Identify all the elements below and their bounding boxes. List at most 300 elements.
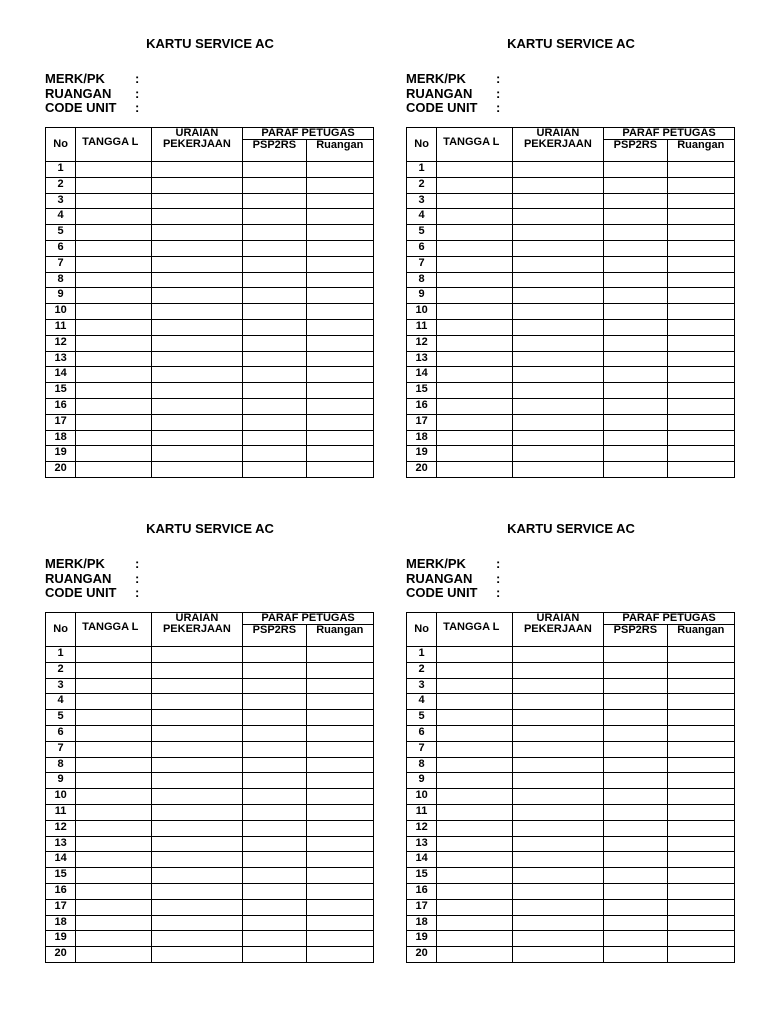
- cell-tanggal[interactable]: [437, 162, 512, 178]
- cell-tanggal[interactable]: [437, 789, 512, 805]
- cell-ruangan[interactable]: [306, 820, 373, 836]
- cell-uraian-pekerjaan[interactable]: [151, 820, 243, 836]
- cell-ruangan[interactable]: [306, 852, 373, 868]
- cell-psp2rs[interactable]: [604, 852, 667, 868]
- cell-tanggal[interactable]: [76, 773, 151, 789]
- cell-ruangan[interactable]: [667, 414, 734, 430]
- cell-psp2rs[interactable]: [243, 319, 306, 335]
- cell-tanggal[interactable]: [437, 367, 512, 383]
- cell-tanggal[interactable]: [76, 931, 151, 947]
- cell-psp2rs[interactable]: [243, 804, 306, 820]
- cell-ruangan[interactable]: [306, 710, 373, 726]
- cell-tanggal[interactable]: [437, 804, 512, 820]
- cell-psp2rs[interactable]: [243, 883, 306, 899]
- cell-tanggal[interactable]: [437, 304, 512, 320]
- cell-tanggal[interactable]: [76, 430, 151, 446]
- cell-tanggal[interactable]: [437, 288, 512, 304]
- cell-tanggal[interactable]: [437, 383, 512, 399]
- cell-psp2rs[interactable]: [243, 162, 306, 178]
- cell-uraian-pekerjaan[interactable]: [151, 288, 243, 304]
- cell-tanggal[interactable]: [437, 414, 512, 430]
- cell-uraian-pekerjaan[interactable]: [512, 931, 604, 947]
- cell-psp2rs[interactable]: [243, 662, 306, 678]
- cell-psp2rs[interactable]: [243, 288, 306, 304]
- cell-uraian-pekerjaan[interactable]: [512, 162, 604, 178]
- cell-psp2rs[interactable]: [604, 868, 667, 884]
- cell-ruangan[interactable]: [667, 177, 734, 193]
- cell-tanggal[interactable]: [76, 462, 151, 478]
- cell-psp2rs[interactable]: [604, 209, 667, 225]
- cell-uraian-pekerjaan[interactable]: [512, 662, 604, 678]
- cell-psp2rs[interactable]: [604, 193, 667, 209]
- cell-ruangan[interactable]: [667, 852, 734, 868]
- cell-ruangan[interactable]: [306, 225, 373, 241]
- cell-uraian-pekerjaan[interactable]: [151, 757, 243, 773]
- cell-psp2rs[interactable]: [243, 647, 306, 663]
- cell-uraian-pekerjaan[interactable]: [512, 288, 604, 304]
- cell-uraian-pekerjaan[interactable]: [151, 256, 243, 272]
- cell-ruangan[interactable]: [306, 367, 373, 383]
- cell-tanggal[interactable]: [76, 915, 151, 931]
- cell-uraian-pekerjaan[interactable]: [151, 852, 243, 868]
- cell-psp2rs[interactable]: [243, 335, 306, 351]
- cell-psp2rs[interactable]: [243, 367, 306, 383]
- cell-psp2rs[interactable]: [243, 694, 306, 710]
- cell-uraian-pekerjaan[interactable]: [512, 177, 604, 193]
- cell-tanggal[interactable]: [76, 398, 151, 414]
- cell-psp2rs[interactable]: [604, 725, 667, 741]
- cell-tanggal[interactable]: [76, 414, 151, 430]
- cell-uraian-pekerjaan[interactable]: [151, 383, 243, 399]
- cell-psp2rs[interactable]: [243, 931, 306, 947]
- cell-psp2rs[interactable]: [604, 915, 667, 931]
- cell-ruangan[interactable]: [667, 209, 734, 225]
- cell-psp2rs[interactable]: [604, 647, 667, 663]
- cell-tanggal[interactable]: [437, 240, 512, 256]
- cell-tanggal[interactable]: [76, 367, 151, 383]
- cell-ruangan[interactable]: [667, 741, 734, 757]
- cell-psp2rs[interactable]: [604, 225, 667, 241]
- cell-ruangan[interactable]: [667, 789, 734, 805]
- cell-ruangan[interactable]: [306, 446, 373, 462]
- cell-ruangan[interactable]: [306, 272, 373, 288]
- cell-ruangan[interactable]: [306, 398, 373, 414]
- cell-ruangan[interactable]: [667, 367, 734, 383]
- cell-ruangan[interactable]: [667, 883, 734, 899]
- cell-uraian-pekerjaan[interactable]: [512, 710, 604, 726]
- cell-psp2rs[interactable]: [243, 899, 306, 915]
- cell-ruangan[interactable]: [306, 177, 373, 193]
- cell-tanggal[interactable]: [76, 335, 151, 351]
- cell-psp2rs[interactable]: [604, 446, 667, 462]
- cell-uraian-pekerjaan[interactable]: [512, 446, 604, 462]
- cell-tanggal[interactable]: [76, 288, 151, 304]
- cell-ruangan[interactable]: [306, 741, 373, 757]
- cell-tanggal[interactable]: [76, 383, 151, 399]
- cell-tanggal[interactable]: [76, 678, 151, 694]
- cell-psp2rs[interactable]: [604, 414, 667, 430]
- cell-tanggal[interactable]: [76, 193, 151, 209]
- cell-psp2rs[interactable]: [604, 240, 667, 256]
- cell-uraian-pekerjaan[interactable]: [512, 773, 604, 789]
- cell-uraian-pekerjaan[interactable]: [512, 383, 604, 399]
- cell-tanggal[interactable]: [437, 335, 512, 351]
- cell-uraian-pekerjaan[interactable]: [512, 947, 604, 963]
- cell-psp2rs[interactable]: [243, 383, 306, 399]
- cell-psp2rs[interactable]: [604, 741, 667, 757]
- cell-psp2rs[interactable]: [243, 836, 306, 852]
- cell-uraian-pekerjaan[interactable]: [151, 741, 243, 757]
- cell-uraian-pekerjaan[interactable]: [512, 757, 604, 773]
- cell-psp2rs[interactable]: [243, 256, 306, 272]
- cell-uraian-pekerjaan[interactable]: [151, 725, 243, 741]
- cell-ruangan[interactable]: [306, 694, 373, 710]
- cell-uraian-pekerjaan[interactable]: [512, 193, 604, 209]
- cell-uraian-pekerjaan[interactable]: [151, 193, 243, 209]
- cell-uraian-pekerjaan[interactable]: [512, 304, 604, 320]
- cell-tanggal[interactable]: [437, 209, 512, 225]
- cell-tanggal[interactable]: [437, 852, 512, 868]
- cell-ruangan[interactable]: [667, 868, 734, 884]
- cell-ruangan[interactable]: [667, 256, 734, 272]
- cell-uraian-pekerjaan[interactable]: [151, 915, 243, 931]
- cell-uraian-pekerjaan[interactable]: [151, 899, 243, 915]
- cell-uraian-pekerjaan[interactable]: [151, 177, 243, 193]
- cell-ruangan[interactable]: [306, 288, 373, 304]
- cell-psp2rs[interactable]: [243, 915, 306, 931]
- cell-psp2rs[interactable]: [604, 319, 667, 335]
- cell-tanggal[interactable]: [437, 398, 512, 414]
- cell-tanggal[interactable]: [437, 351, 512, 367]
- cell-uraian-pekerjaan[interactable]: [151, 694, 243, 710]
- cell-uraian-pekerjaan[interactable]: [151, 931, 243, 947]
- cell-uraian-pekerjaan[interactable]: [151, 789, 243, 805]
- cell-uraian-pekerjaan[interactable]: [151, 710, 243, 726]
- cell-tanggal[interactable]: [76, 351, 151, 367]
- cell-ruangan[interactable]: [667, 662, 734, 678]
- cell-tanggal[interactable]: [437, 647, 512, 663]
- cell-uraian-pekerjaan[interactable]: [151, 773, 243, 789]
- cell-tanggal[interactable]: [76, 852, 151, 868]
- cell-psp2rs[interactable]: [243, 398, 306, 414]
- cell-psp2rs[interactable]: [604, 678, 667, 694]
- cell-uraian-pekerjaan[interactable]: [512, 398, 604, 414]
- cell-psp2rs[interactable]: [604, 335, 667, 351]
- cell-uraian-pekerjaan[interactable]: [151, 335, 243, 351]
- cell-ruangan[interactable]: [306, 430, 373, 446]
- cell-ruangan[interactable]: [306, 240, 373, 256]
- cell-tanggal[interactable]: [437, 820, 512, 836]
- cell-ruangan[interactable]: [667, 446, 734, 462]
- cell-uraian-pekerjaan[interactable]: [512, 209, 604, 225]
- cell-ruangan[interactable]: [306, 931, 373, 947]
- cell-uraian-pekerjaan[interactable]: [151, 662, 243, 678]
- cell-ruangan[interactable]: [667, 678, 734, 694]
- cell-tanggal[interactable]: [437, 662, 512, 678]
- cell-tanggal[interactable]: [437, 947, 512, 963]
- cell-tanggal[interactable]: [437, 446, 512, 462]
- cell-ruangan[interactable]: [667, 240, 734, 256]
- cell-tanggal[interactable]: [76, 256, 151, 272]
- cell-psp2rs[interactable]: [604, 162, 667, 178]
- cell-uraian-pekerjaan[interactable]: [512, 820, 604, 836]
- cell-psp2rs[interactable]: [243, 868, 306, 884]
- cell-tanggal[interactable]: [437, 836, 512, 852]
- cell-tanggal[interactable]: [76, 947, 151, 963]
- cell-tanggal[interactable]: [437, 757, 512, 773]
- cell-ruangan[interactable]: [667, 820, 734, 836]
- cell-tanggal[interactable]: [76, 710, 151, 726]
- cell-tanggal[interactable]: [76, 694, 151, 710]
- cell-tanggal[interactable]: [76, 209, 151, 225]
- cell-tanggal[interactable]: [76, 240, 151, 256]
- cell-psp2rs[interactable]: [243, 225, 306, 241]
- cell-ruangan[interactable]: [667, 319, 734, 335]
- cell-tanggal[interactable]: [76, 725, 151, 741]
- cell-tanggal[interactable]: [437, 694, 512, 710]
- cell-ruangan[interactable]: [667, 694, 734, 710]
- cell-ruangan[interactable]: [306, 757, 373, 773]
- cell-uraian-pekerjaan[interactable]: [512, 868, 604, 884]
- cell-psp2rs[interactable]: [243, 725, 306, 741]
- cell-tanggal[interactable]: [437, 741, 512, 757]
- cell-ruangan[interactable]: [667, 335, 734, 351]
- cell-psp2rs[interactable]: [604, 383, 667, 399]
- cell-tanggal[interactable]: [437, 678, 512, 694]
- cell-psp2rs[interactable]: [243, 351, 306, 367]
- cell-psp2rs[interactable]: [243, 272, 306, 288]
- cell-uraian-pekerjaan[interactable]: [512, 414, 604, 430]
- cell-uraian-pekerjaan[interactable]: [512, 319, 604, 335]
- cell-tanggal[interactable]: [437, 773, 512, 789]
- cell-ruangan[interactable]: [306, 162, 373, 178]
- cell-ruangan[interactable]: [306, 209, 373, 225]
- cell-uraian-pekerjaan[interactable]: [151, 209, 243, 225]
- cell-psp2rs[interactable]: [243, 710, 306, 726]
- cell-uraian-pekerjaan[interactable]: [512, 367, 604, 383]
- cell-ruangan[interactable]: [306, 868, 373, 884]
- cell-ruangan[interactable]: [667, 304, 734, 320]
- cell-ruangan[interactable]: [667, 773, 734, 789]
- cell-tanggal[interactable]: [437, 868, 512, 884]
- cell-uraian-pekerjaan[interactable]: [512, 678, 604, 694]
- cell-tanggal[interactable]: [437, 883, 512, 899]
- cell-ruangan[interactable]: [306, 335, 373, 351]
- cell-ruangan[interactable]: [306, 915, 373, 931]
- cell-uraian-pekerjaan[interactable]: [151, 868, 243, 884]
- cell-tanggal[interactable]: [76, 662, 151, 678]
- cell-tanggal[interactable]: [76, 820, 151, 836]
- cell-psp2rs[interactable]: [604, 931, 667, 947]
- cell-psp2rs[interactable]: [243, 820, 306, 836]
- cell-tanggal[interactable]: [437, 899, 512, 915]
- cell-tanggal[interactable]: [437, 915, 512, 931]
- cell-uraian-pekerjaan[interactable]: [151, 947, 243, 963]
- cell-uraian-pekerjaan[interactable]: [512, 694, 604, 710]
- cell-tanggal[interactable]: [76, 304, 151, 320]
- cell-tanggal[interactable]: [437, 462, 512, 478]
- cell-uraian-pekerjaan[interactable]: [151, 367, 243, 383]
- cell-psp2rs[interactable]: [604, 351, 667, 367]
- cell-uraian-pekerjaan[interactable]: [151, 351, 243, 367]
- cell-tanggal[interactable]: [437, 193, 512, 209]
- cell-uraian-pekerjaan[interactable]: [512, 647, 604, 663]
- cell-psp2rs[interactable]: [243, 414, 306, 430]
- cell-ruangan[interactable]: [306, 193, 373, 209]
- cell-uraian-pekerjaan[interactable]: [151, 272, 243, 288]
- cell-uraian-pekerjaan[interactable]: [512, 462, 604, 478]
- cell-tanggal[interactable]: [76, 741, 151, 757]
- cell-uraian-pekerjaan[interactable]: [512, 725, 604, 741]
- cell-ruangan[interactable]: [667, 288, 734, 304]
- cell-uraian-pekerjaan[interactable]: [151, 225, 243, 241]
- cell-ruangan[interactable]: [667, 462, 734, 478]
- cell-tanggal[interactable]: [76, 225, 151, 241]
- cell-ruangan[interactable]: [667, 193, 734, 209]
- cell-tanggal[interactable]: [76, 883, 151, 899]
- cell-ruangan[interactable]: [306, 725, 373, 741]
- cell-psp2rs[interactable]: [243, 177, 306, 193]
- cell-psp2rs[interactable]: [243, 446, 306, 462]
- cell-ruangan[interactable]: [667, 931, 734, 947]
- cell-psp2rs[interactable]: [604, 789, 667, 805]
- cell-psp2rs[interactable]: [604, 662, 667, 678]
- cell-ruangan[interactable]: [306, 351, 373, 367]
- cell-psp2rs[interactable]: [604, 367, 667, 383]
- cell-psp2rs[interactable]: [604, 947, 667, 963]
- cell-ruangan[interactable]: [667, 351, 734, 367]
- cell-psp2rs[interactable]: [604, 256, 667, 272]
- cell-ruangan[interactable]: [306, 319, 373, 335]
- cell-uraian-pekerjaan[interactable]: [512, 335, 604, 351]
- cell-tanggal[interactable]: [76, 319, 151, 335]
- cell-ruangan[interactable]: [667, 757, 734, 773]
- cell-ruangan[interactable]: [306, 947, 373, 963]
- cell-uraian-pekerjaan[interactable]: [512, 430, 604, 446]
- cell-ruangan[interactable]: [667, 947, 734, 963]
- cell-ruangan[interactable]: [306, 789, 373, 805]
- cell-ruangan[interactable]: [306, 647, 373, 663]
- cell-uraian-pekerjaan[interactable]: [151, 462, 243, 478]
- cell-ruangan[interactable]: [667, 899, 734, 915]
- cell-psp2rs[interactable]: [243, 240, 306, 256]
- cell-psp2rs[interactable]: [604, 430, 667, 446]
- cell-uraian-pekerjaan[interactable]: [151, 647, 243, 663]
- cell-tanggal[interactable]: [76, 757, 151, 773]
- cell-uraian-pekerjaan[interactable]: [151, 240, 243, 256]
- cell-psp2rs[interactable]: [243, 193, 306, 209]
- cell-uraian-pekerjaan[interactable]: [151, 446, 243, 462]
- cell-ruangan[interactable]: [667, 225, 734, 241]
- cell-uraian-pekerjaan[interactable]: [512, 789, 604, 805]
- cell-ruangan[interactable]: [667, 804, 734, 820]
- cell-psp2rs[interactable]: [243, 678, 306, 694]
- cell-psp2rs[interactable]: [243, 462, 306, 478]
- cell-tanggal[interactable]: [76, 804, 151, 820]
- cell-ruangan[interactable]: [306, 304, 373, 320]
- cell-psp2rs[interactable]: [243, 757, 306, 773]
- cell-ruangan[interactable]: [667, 710, 734, 726]
- cell-ruangan[interactable]: [667, 915, 734, 931]
- cell-tanggal[interactable]: [437, 256, 512, 272]
- cell-ruangan[interactable]: [306, 773, 373, 789]
- cell-ruangan[interactable]: [667, 162, 734, 178]
- cell-tanggal[interactable]: [76, 446, 151, 462]
- cell-psp2rs[interactable]: [243, 947, 306, 963]
- cell-tanggal[interactable]: [76, 272, 151, 288]
- cell-psp2rs[interactable]: [604, 398, 667, 414]
- cell-uraian-pekerjaan[interactable]: [512, 256, 604, 272]
- cell-uraian-pekerjaan[interactable]: [151, 162, 243, 178]
- cell-uraian-pekerjaan[interactable]: [151, 319, 243, 335]
- cell-ruangan[interactable]: [306, 899, 373, 915]
- cell-tanggal[interactable]: [437, 225, 512, 241]
- cell-tanggal[interactable]: [437, 725, 512, 741]
- cell-ruangan[interactable]: [306, 383, 373, 399]
- cell-psp2rs[interactable]: [243, 789, 306, 805]
- cell-psp2rs[interactable]: [604, 177, 667, 193]
- cell-psp2rs[interactable]: [604, 883, 667, 899]
- cell-tanggal[interactable]: [76, 899, 151, 915]
- cell-uraian-pekerjaan[interactable]: [512, 272, 604, 288]
- cell-tanggal[interactable]: [76, 177, 151, 193]
- cell-tanggal[interactable]: [76, 789, 151, 805]
- cell-ruangan[interactable]: [667, 398, 734, 414]
- cell-uraian-pekerjaan[interactable]: [512, 915, 604, 931]
- cell-tanggal[interactable]: [437, 319, 512, 335]
- cell-uraian-pekerjaan[interactable]: [512, 804, 604, 820]
- cell-ruangan[interactable]: [306, 662, 373, 678]
- cell-tanggal[interactable]: [437, 177, 512, 193]
- cell-ruangan[interactable]: [306, 256, 373, 272]
- cell-psp2rs[interactable]: [604, 820, 667, 836]
- cell-psp2rs[interactable]: [243, 773, 306, 789]
- cell-tanggal[interactable]: [76, 836, 151, 852]
- cell-psp2rs[interactable]: [243, 304, 306, 320]
- cell-tanggal[interactable]: [76, 162, 151, 178]
- cell-psp2rs[interactable]: [243, 209, 306, 225]
- cell-tanggal[interactable]: [437, 272, 512, 288]
- cell-uraian-pekerjaan[interactable]: [512, 852, 604, 868]
- cell-ruangan[interactable]: [667, 430, 734, 446]
- cell-psp2rs[interactable]: [604, 757, 667, 773]
- cell-psp2rs[interactable]: [243, 430, 306, 446]
- cell-uraian-pekerjaan[interactable]: [151, 883, 243, 899]
- cell-psp2rs[interactable]: [604, 836, 667, 852]
- cell-ruangan[interactable]: [306, 462, 373, 478]
- cell-psp2rs[interactable]: [243, 852, 306, 868]
- cell-uraian-pekerjaan[interactable]: [512, 240, 604, 256]
- cell-uraian-pekerjaan[interactable]: [151, 304, 243, 320]
- cell-ruangan[interactable]: [667, 647, 734, 663]
- cell-uraian-pekerjaan[interactable]: [512, 225, 604, 241]
- cell-uraian-pekerjaan[interactable]: [512, 899, 604, 915]
- cell-uraian-pekerjaan[interactable]: [512, 741, 604, 757]
- cell-psp2rs[interactable]: [604, 288, 667, 304]
- cell-uraian-pekerjaan[interactable]: [151, 804, 243, 820]
- cell-psp2rs[interactable]: [604, 804, 667, 820]
- cell-ruangan[interactable]: [306, 836, 373, 852]
- cell-uraian-pekerjaan[interactable]: [151, 836, 243, 852]
- cell-psp2rs[interactable]: [604, 773, 667, 789]
- cell-tanggal[interactable]: [437, 710, 512, 726]
- cell-ruangan[interactable]: [306, 678, 373, 694]
- cell-psp2rs[interactable]: [604, 272, 667, 288]
- cell-uraian-pekerjaan[interactable]: [151, 398, 243, 414]
- cell-ruangan[interactable]: [306, 883, 373, 899]
- cell-psp2rs[interactable]: [604, 304, 667, 320]
- cell-uraian-pekerjaan[interactable]: [512, 351, 604, 367]
